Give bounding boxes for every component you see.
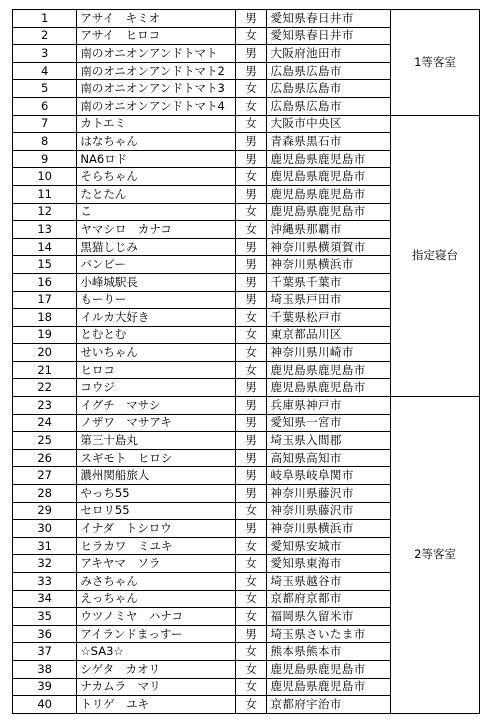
passenger-residence: 愛知県東海市 [267,555,391,573]
row-number: 37 [13,643,77,661]
passenger-name: えっちゃん [77,590,235,608]
passenger-sex: 男 [235,432,267,450]
passenger-sex: 男 [235,238,267,256]
row-number: 40 [13,696,77,714]
passenger-residence: 愛知県一宮市 [267,414,391,432]
passenger-name: シゲタ カオリ [77,660,235,678]
passenger-sex: 男 [235,62,267,80]
passenger-sex: 男 [235,10,267,28]
passenger-residence: 東京都品川区 [267,326,391,344]
passenger-residence: 愛知県春日井市 [267,10,391,28]
row-number: 2 [13,27,77,45]
passenger-sex: 男 [235,467,267,485]
passenger-residence: 千葉県松戸市 [267,309,391,327]
passenger-name: トリゲ ユキ [77,696,235,714]
passenger-name: ヒラカワ ミユキ [77,537,235,555]
passenger-residence: 神奈川県横須賀市 [267,238,391,256]
passenger-name: スギモト ヒロシ [77,449,235,467]
passenger-residence: 愛知県春日井市 [267,27,391,45]
row-number: 36 [13,625,77,643]
row-number: 25 [13,432,77,450]
cabin-class: 1等客室 [391,10,480,116]
passenger-sex: 男 [235,45,267,63]
passenger-table-body [13,10,480,714]
passenger-name: そらちゃん [77,168,235,186]
passenger-sex: 男 [235,625,267,643]
passenger-residence: 京都府宇治市 [267,696,391,714]
row-number: 14 [13,238,77,256]
row-number: 5 [13,80,77,98]
passenger-residence: 鹿児島県鹿児島市 [267,379,391,397]
row-number: 31 [13,537,77,555]
row-number: 11 [13,185,77,203]
passenger-name: 南のオニオンアンドトマト2 [77,62,235,80]
passenger-name: アキヤマ ソラ [77,555,235,573]
row-number: 9 [13,150,77,168]
passenger-sex: 女 [235,590,267,608]
passenger-sex: 女 [235,203,267,221]
passenger-name: ヒロコ [77,361,235,379]
passenger-sex: 女 [235,537,267,555]
row-number: 4 [13,62,77,80]
passenger-residence: 岐阜県岐阜関市 [267,467,391,485]
cabin-class: 指定寝台 [391,115,480,397]
passenger-residence: 京都府京都市 [267,590,391,608]
passenger-residence: 広島県広島市 [267,80,391,98]
passenger-name: 南のオニオンアンドトマト3 [77,80,235,98]
passenger-name: コウジ [77,379,235,397]
passenger-residence: 熊本県熊本市 [267,643,391,661]
row-number: 35 [13,608,77,626]
row-number: 22 [13,379,77,397]
passenger-sex: 男 [235,185,267,203]
passenger-name: せいちゃん [77,344,235,362]
row-number: 30 [13,520,77,538]
passenger-residence: 鹿児島県鹿児島市 [267,150,391,168]
passenger-sex: 男 [235,485,267,503]
passenger-residence: 神奈川県藤沢市 [267,485,391,503]
passenger-residence: 鹿児島県鹿児島市 [267,660,391,678]
passenger-residence: 鹿児島県鹿児島市 [267,185,391,203]
passenger-residence: 広島県広島市 [267,97,391,115]
passenger-sex: 女 [235,115,267,133]
row-number: 26 [13,449,77,467]
row-number: 17 [13,291,77,309]
passenger-name: やっち55 [77,485,235,503]
passenger-name: たとたん [77,185,235,203]
row-number: 27 [13,467,77,485]
passenger-residence: 埼玉県戸田市 [267,291,391,309]
passenger-name: 南のオニオンアンドトマト [77,45,235,63]
passenger-residence: 鹿児島県鹿児島市 [267,203,391,221]
passenger-name: 小峰城駅長 [77,273,235,291]
row-number: 34 [13,590,77,608]
passenger-residence: 大阪府池田市 [267,45,391,63]
passenger-sex: 女 [235,696,267,714]
passenger-name: カトエミ [77,115,235,133]
passenger-name: ☆SA3☆ [77,643,235,661]
row-number: 10 [13,168,77,186]
row-number: 16 [13,273,77,291]
passenger-name: アサイ ヒロコ [77,27,235,45]
row-number: 1 [13,10,77,28]
row-number: 39 [13,678,77,696]
passenger-sex: 女 [235,168,267,186]
passenger-sex: 男 [235,133,267,151]
passenger-sex: 女 [235,643,267,661]
passenger-name: ヤマシロ カナコ [77,221,235,239]
passenger-residence: 沖縄県那覇市 [267,221,391,239]
row-number: 8 [13,133,77,151]
passenger-name: 南のオニオンアンドトマト4 [77,97,235,115]
passenger-residence: 広島県広島市 [267,62,391,80]
table-row [13,397,480,415]
row-number: 12 [13,203,77,221]
passenger-sex: 女 [235,573,267,591]
passenger-residence: 愛知県安城市 [267,537,391,555]
passenger-residence: 埼玉県さいたま市 [267,625,391,643]
passenger-name: 第三十島丸 [77,432,235,450]
passenger-name: イナダ トシロウ [77,520,235,538]
passenger-name: こ [77,203,235,221]
row-number: 29 [13,502,77,520]
passenger-name: 黒猫しじみ [77,238,235,256]
passenger-sex: 男 [235,150,267,168]
passenger-residence: 鹿児島県鹿児島市 [267,361,391,379]
passenger-name: バンビー [77,256,235,274]
row-number: 23 [13,397,77,415]
passenger-name: もーりー [77,291,235,309]
passenger-sex: 女 [235,309,267,327]
table-row [13,115,480,133]
passenger-name: とむとむ [77,326,235,344]
passenger-name: 濃州関船旅人 [77,467,235,485]
passenger-sex: 男 [235,379,267,397]
passenger-sex: 女 [235,608,267,626]
passenger-sex: 男 [235,414,267,432]
passenger-residence: 千葉県千葉市 [267,273,391,291]
passenger-sex: 女 [235,660,267,678]
row-number: 18 [13,309,77,327]
passenger-sex: 女 [235,326,267,344]
passenger-name: みさちゃん [77,573,235,591]
row-number: 33 [13,573,77,591]
passenger-sex: 男 [235,449,267,467]
passenger-sex: 男 [235,291,267,309]
table-row [13,10,480,28]
passenger-residence: 神奈川県川崎市 [267,344,391,362]
passenger-sex: 女 [235,27,267,45]
passenger-table [12,9,480,714]
passenger-name: ノザワ マサアキ [77,414,235,432]
passenger-residence: 鹿児島県鹿児島市 [267,678,391,696]
passenger-residence: 兵庫県神戸市 [267,397,391,415]
passenger-sex: 女 [235,502,267,520]
passenger-name: イルカ大好き [77,309,235,327]
passenger-residence: 福岡県久留米市 [267,608,391,626]
row-number: 32 [13,555,77,573]
passenger-sex: 女 [235,80,267,98]
passenger-sex: 女 [235,97,267,115]
row-number: 7 [13,115,77,133]
passenger-name: ナカムラ マリ [77,678,235,696]
row-number: 19 [13,326,77,344]
passenger-name: はなちゃん [77,133,235,151]
row-number: 13 [13,221,77,239]
passenger-name: NA6ロド [77,150,235,168]
passenger-sex: 女 [235,361,267,379]
passenger-sex: 女 [235,344,267,362]
passenger-sex: 女 [235,221,267,239]
passenger-residence: 神奈川県藤沢市 [267,502,391,520]
passenger-residence: 大阪市中央区 [267,115,391,133]
row-number: 24 [13,414,77,432]
passenger-sex: 女 [235,555,267,573]
passenger-residence: 高知県高知市 [267,449,391,467]
passenger-name: アサイ キミオ [77,10,235,28]
passenger-residence: 埼玉県入間郡 [267,432,391,450]
row-number: 21 [13,361,77,379]
passenger-name: セロリ55 [77,502,235,520]
passenger-residence: 鹿児島県鹿児島市 [267,168,391,186]
row-number: 38 [13,660,77,678]
passenger-residence: 神奈川県横浜市 [267,256,391,274]
passenger-name: イグチ マサシ [77,397,235,415]
row-number: 6 [13,97,77,115]
row-number: 15 [13,256,77,274]
cabin-class: 2等客室 [391,397,480,714]
row-number: 3 [13,45,77,63]
passenger-sex: 男 [235,397,267,415]
passenger-name: ウツノミヤ ハナコ [77,608,235,626]
passenger-sex: 男 [235,256,267,274]
passenger-sex: 男 [235,273,267,291]
passenger-name: アイランドまっすー [77,625,235,643]
passenger-sex: 女 [235,678,267,696]
row-number: 20 [13,344,77,362]
row-number: 28 [13,485,77,503]
passenger-residence: 青森県黒石市 [267,133,391,151]
passenger-sex: 男 [235,520,267,538]
passenger-residence: 神奈川県横浜市 [267,520,391,538]
passenger-residence: 埼玉県越谷市 [267,573,391,591]
